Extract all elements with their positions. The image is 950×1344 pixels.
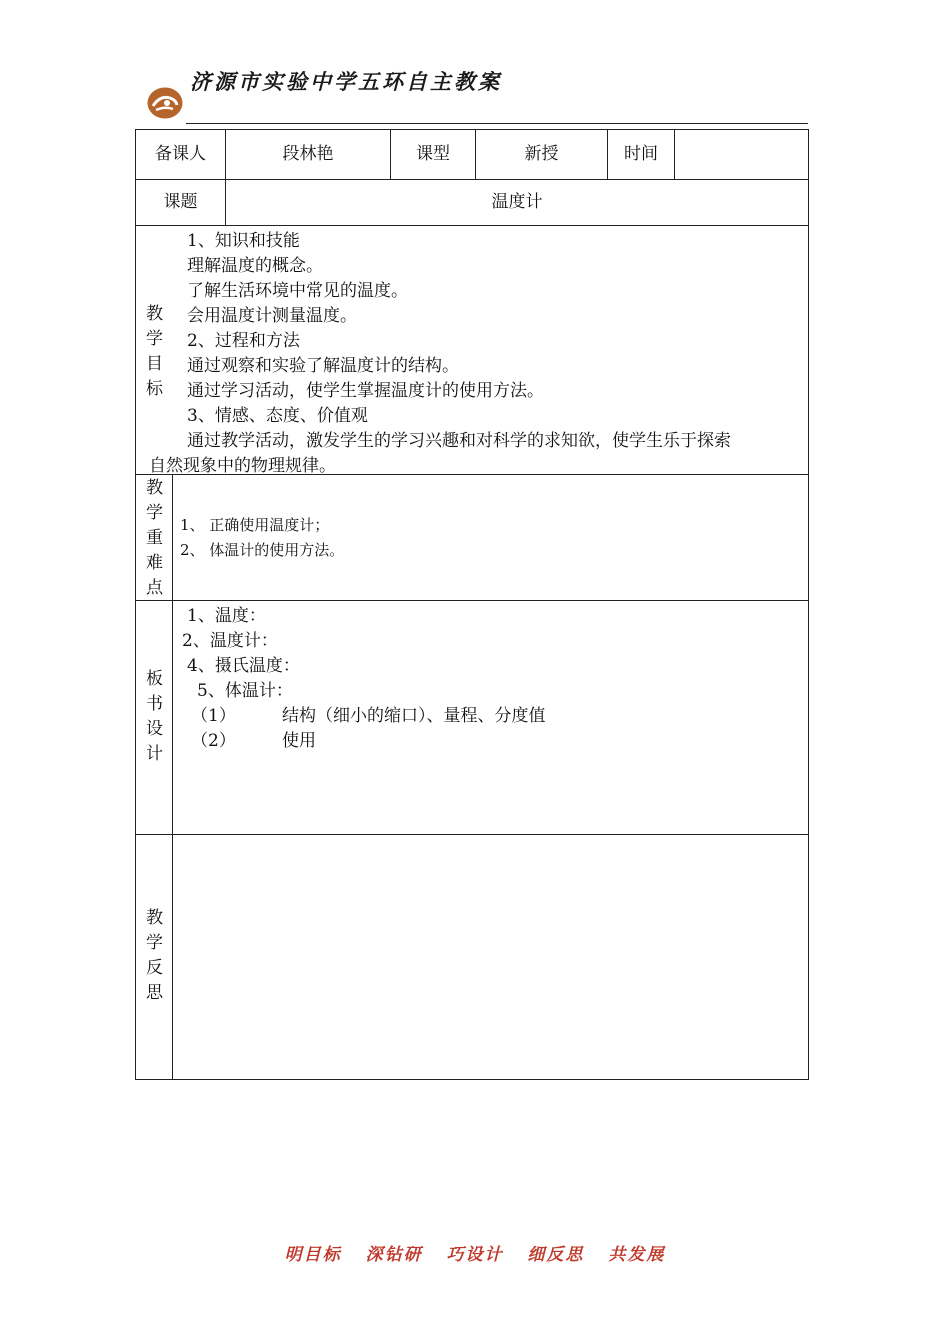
key-points-label [136,476,173,601]
objective-line: 会用温度计测量温度。 [187,306,357,326]
board-line: （1） [191,706,236,726]
motto-item: 巧设计 [446,1245,504,1265]
motto-item: 明目标 [284,1245,342,1265]
preparer-value: 段林艳 [282,144,334,164]
key-points-label-char: 学 [146,503,163,523]
motto-item: 共发展 [608,1245,666,1265]
reflection-label [136,906,173,1006]
key-points-label-char: 重 [146,528,163,548]
objective-line: 2、过程和方法 [187,331,300,351]
objective-line: 了解生活环境中常见的温度。 [187,281,408,301]
lesson-plan-table [135,129,809,1080]
time-value [675,130,808,179]
board-line: 1、温度： [187,606,266,626]
key-points-label-char: 教 [146,478,163,498]
key-points-label-char: 难 [146,553,163,573]
objective-line: 自然现象中的物理规律。 [149,456,336,476]
objectives-label-char: 学 [146,329,163,349]
header-rule [186,123,808,124]
key-point-line: 2、 体温计的使用方法。 [180,541,345,559]
reflection-label-char: 反 [146,958,163,978]
preparer-label: 备课人 [155,144,206,164]
board-line: 2、温度计： [182,631,278,651]
objectives-label [136,302,173,402]
key-point-line: 1、 正确使用温度计； [180,516,330,534]
lesson-type-value: 新授 [524,144,559,164]
objective-line: 3、情感、态度、价值观 [187,406,368,426]
school-title: 济源市实验中学五环自主教案 [190,69,502,94]
objectives-label-char: 教 [146,304,163,324]
objectives-label-char: 目 [146,354,163,374]
objective-line: 通过观察和实验了解温度计的结构。 [187,356,459,376]
time-label: 时间 [624,144,658,164]
board-line: 4、摄氏温度： [187,656,300,676]
board-design-label-char: 设 [146,719,163,739]
school-logo [146,86,184,120]
reflection-label-char: 教 [146,908,163,928]
board-design-label-char: 板 [146,669,163,689]
reflection-label-char: 思 [146,983,163,1003]
board-line: 结构（细小的缩口）、量程、分度值 [282,706,546,726]
lesson-type-label: 课型 [416,144,450,164]
topic-label: 课题 [163,192,198,212]
objectives-label-char: 标 [146,379,163,399]
footer-motto [0,1240,950,1265]
board-line: 5、体温计： [197,681,293,701]
reflection-label-char: 学 [146,933,163,953]
board-design-label [136,667,173,767]
objective-line: 通过学习活动，使学生掌握温度计的使用方法。 [187,381,544,401]
objective-line: 理解温度的概念。 [187,256,323,276]
board-design-label-char: 书 [146,694,163,714]
key-points-label-char: 点 [146,578,163,598]
objective-line: 通过教学活动，激发学生的学习兴趣和对科学的求知欲，使学生乐于探索 [187,431,731,451]
board-design-label-char: 计 [146,744,163,764]
topic-value: 温度计 [491,192,543,212]
objective-line: 1、知识和技能 [187,231,300,251]
board-line: 使用 [282,731,316,751]
board-line: （2） [191,731,236,751]
motto-item: 细反思 [527,1245,585,1265]
motto-item: 深钻研 [365,1245,423,1265]
